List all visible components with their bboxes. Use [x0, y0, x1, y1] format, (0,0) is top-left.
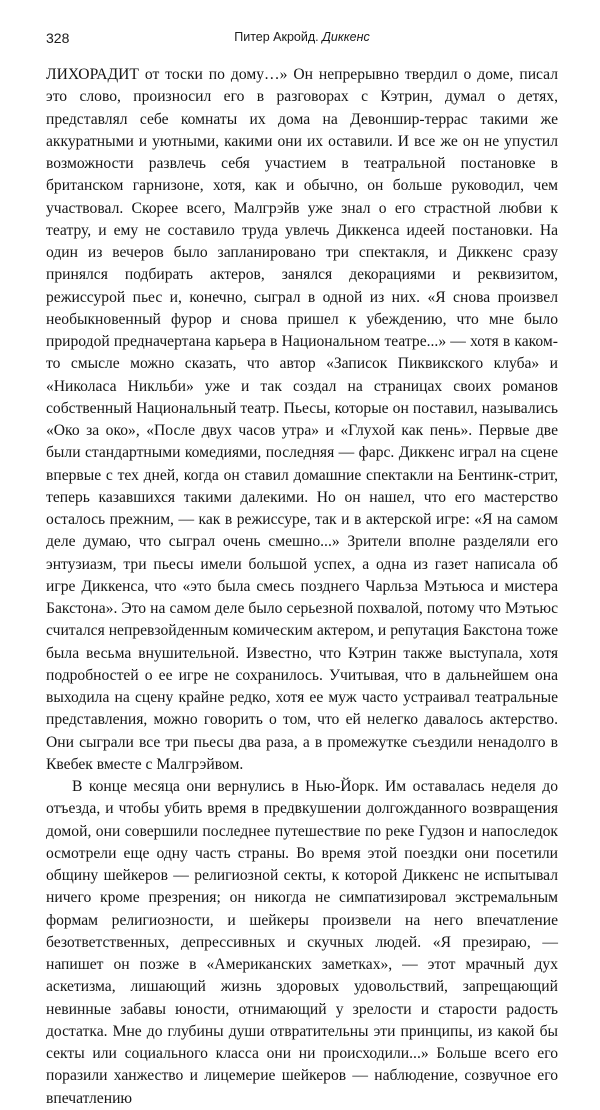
- body-text: [46, 64, 558, 1110]
- author-name: Питер Акройд.: [234, 30, 319, 44]
- running-header: [46, 22, 558, 50]
- book-title: Диккенс: [322, 30, 370, 44]
- running-title: [46, 30, 558, 44]
- paragraph-1: ЛИХОРАДИТ от тоски по дому…» Он непрерывно твердил о доме, писал это слово, произносил его в разговорах с Кэтрин, думал о детях, представлял себе комнаты их дома на Девоншир-террас такими же аккуратными и уютными, какими они их оставили. И все же он не упустил возможности развлечь себя участием в театральной постановке в британском гарнизоне, хотя, как и обычно, он больше руководил, чем участвовал. Скорее всего, Малгрэйв уже знал о его страстной любви к театру, и ему не составило труда увлечь Диккенса идеей постановки. На один из вечеров было запланировано три спектакля, и Диккенс сразу принялся подбирать актеров, занялся декорациями и реквизитом, режиссурой пьес и, конечно, сыграл в одной из них. «Я снова произвел необыкновенный фурор и снова пришел к убеждению, что мне было природой предначертана карьера в Национальном театре...» — хотя в каком-то смысле можно сказать, что автор «Записок Пиквикского клуба» и «Николаса Никльби» уже и так создал на страницах своих романов собственный Национальный театр. Пьесы, которые он поставил, назывались «Око за око», «После двух часов утра» и «Глухой как пень». Первые две были стандартными комедиями, последняя — фарс. Диккенс играл на сцене впервые с тех дней, когда он ставил домашние спектакли на Бентинк-стрит, теперь казавшихся такими далекими. Но он нашел, что его мастерство осталось прежним, — как в режиссуре, так и в актерской игре: «Я на самом деле думаю, что сыграл очень смешно...» Зрители вполне разделяли его энтузиазм, три пьесы имели большой успех, а одна из газет написала об игре Диккенса, что «это была смесь позднего Чарльза Мэтьюса и мистера Бакстона». Это на самом деле было серьезной похвалой, потому что Мэтьюс считался непревзойденным комическим актером, и репутация Бакстона тоже была весьма внушительной. Известно, что Кэтрин также выступала, хотя подробностей о ее игре не сохранилось. Учитывая, что в дальнейшем она выходила на сцену крайне редко, хотя ее муж часто устраивал театральные представления, можно говорить о том, что ей нелегко давалось актерство. Они сыграли все три пьесы два раза, а в промежутке съездили ненадолго в Квебек вместе с Малгрэйвом.: [46, 66, 558, 773]
- page-number: 328: [46, 30, 70, 46]
- paragraph-2: В конце месяца они вернулись в Нью-Йорк. Им оставалась неделя до отъезда, и чтобы убить время в предвкушении долгожданного возвращения домой, они совершили последнее путешествие по реке Гудзон и напоследок осмотрели еще одну часть страны. Во время этой поездки они посетили общину шейкеров — религиозной секты, к которой Диккенс не испытывал ничего кроме презрения; он никогда не симпатизировал экстремальным формам религиозности, и шейкеры произвели на него впечатление безответственных, депрессивных и скучных людей. «Я презираю, — напишет он позже в «Американских заметках», — этот мрачный дух аскетизма, лишающий жизнь здоровых удовольствий, запрещающий невинные забавы юности, отнимающий у зрелости и старости радость достатка. Мне до глубины души отвратительны эти принципы, из какой бы секты или социального класса они ни происходили...» Больше всего его поразили ханжество и лицемерие шейкеров — наблюдение, созвучное его впечатлению: [46, 778, 558, 1107]
